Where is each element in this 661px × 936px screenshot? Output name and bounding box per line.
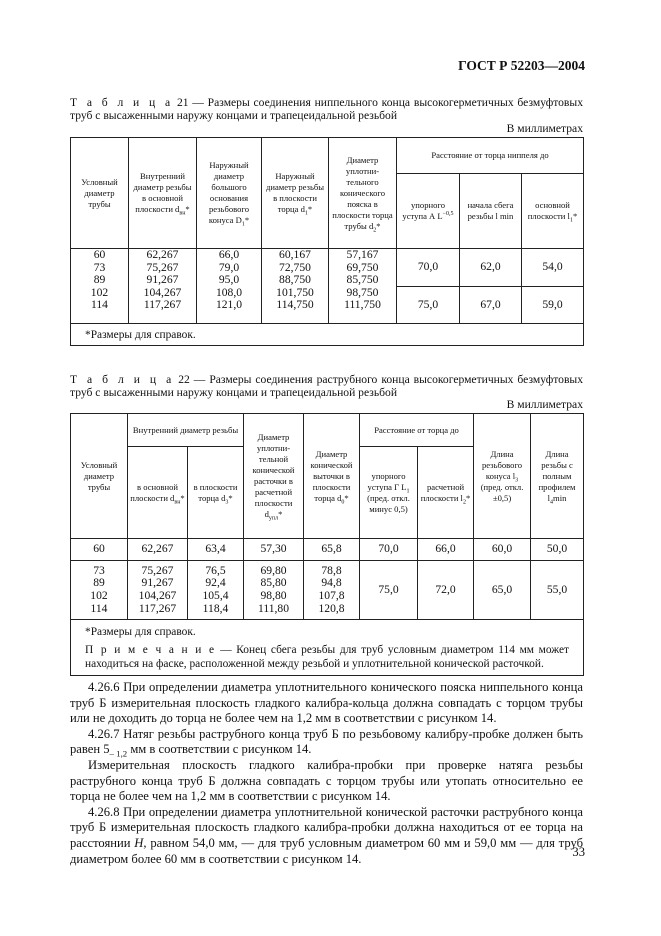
t22-h-dist-calc: расчетной плоскости $l_2*$ bbox=[418, 447, 474, 539]
t22-h-inner-base: в основной плоскости $d_{вн}*$ bbox=[128, 447, 188, 539]
t22-h-full-profile-length: Длина резьбы с полным профилем $l_4\min$ bbox=[531, 414, 584, 539]
t21-seal-1: 57,167 69,750 85,750 bbox=[329, 249, 397, 287]
table-row bbox=[71, 539, 584, 561]
t21-diameters-2: 102 114 bbox=[71, 287, 129, 324]
t21-outer-base-2: 108,0 121,0 bbox=[197, 287, 262, 324]
table-21-units: В миллиметрах bbox=[506, 122, 583, 135]
t21-h-outer-base: Наружный диаметр большого основания резьбового конуса $D_1*$ bbox=[197, 138, 262, 249]
t22-note-text: — Конец сбега резьбы для труб условным диаметром 114 мм может находиться на фаске, расположенной между резьбой и уплотнительной конической расточкой. bbox=[85, 643, 570, 670]
t22-h-thread-length: Длина резьбового конуса $l_3$ (пред. откл. ±0,5) bbox=[474, 414, 531, 539]
t21-seal-2: 98,750 111,750 bbox=[329, 287, 397, 324]
t22-d60-full-length: 50,0 bbox=[531, 539, 584, 561]
t22-g-stop: 75,0 bbox=[360, 561, 418, 620]
t21-h-seal-diam: Диаметр уплотни-тельного конического пояска в плоскости торца трубы $d_2*$ bbox=[329, 138, 397, 249]
t22-d60-diameter: 60 bbox=[71, 539, 128, 561]
table-row bbox=[71, 249, 584, 287]
table-21 bbox=[70, 137, 584, 346]
t22-d60-calc: 66,0 bbox=[418, 539, 474, 561]
page-number: 33 bbox=[572, 845, 585, 859]
t21-inner-1: 62,267 75,267 91,267 bbox=[129, 249, 197, 287]
paragraph-measuring-plane: Измерительная плоскость гладкого калибра-пробки при проверке натяга резьбы раструбного конца труб Б должна совпадать с торцом трубы или утопать относительно ее торца не более чем на 1,2 мм в соответствии с рисунком 14. bbox=[70, 757, 583, 804]
t22-h-seal-bore: Диаметр уплотни-тельной конической расточки в расчетной плоскости $d_{упл}*$ bbox=[244, 414, 304, 539]
t21-runout-2: 67,0 bbox=[460, 287, 522, 324]
t21-h-dist-base: основной плоскости $l_1*$ bbox=[522, 174, 584, 249]
t22-d60-stop: 70,0 bbox=[360, 539, 418, 561]
t21-h-distance-group: Расстояние от торца ниппеля до bbox=[397, 138, 584, 174]
t22-g-diameters: 73 89 102 114 bbox=[71, 561, 128, 620]
table-row bbox=[71, 561, 584, 620]
table-21-label: Т а б л и ц а bbox=[70, 96, 174, 109]
t22-note bbox=[85, 643, 569, 671]
t22-h-inner-group: Внутренний диаметр резьбы bbox=[128, 414, 244, 447]
t22-h-inner-end: в плоскости торца $d_3*$ bbox=[188, 447, 244, 539]
t22-g-full-length: 55,0 bbox=[531, 561, 584, 620]
table-row bbox=[71, 287, 584, 324]
t22-h-cone-bore: Диаметр конической выточки в плоскости торца $d_0*$ bbox=[304, 414, 360, 539]
paragraph-4-26-7: 4.26.7 Натяг резьбы раструбного конца труб Б по резьбовому калибру-пробке должен быть равен $5_{- 1,2}$ мм в соответствии с рисунком 14. bbox=[70, 726, 583, 759]
t22-d60-seal-bore: 57,30 bbox=[244, 539, 304, 561]
table-22-caption bbox=[70, 373, 583, 399]
table-22 bbox=[70, 413, 584, 676]
t21-base-1: 54,0 bbox=[522, 249, 584, 287]
t22-g-inner-end: 76,5 92,4 105,4 118,4 bbox=[188, 561, 244, 620]
t22-g-cone-bore: 78,8 94,8 107,8 120,8 bbox=[304, 561, 360, 620]
t21-h-cond-diam: Условный диаметр трубы bbox=[71, 138, 129, 249]
t21-h-dist-stop: упорного уступа А $L^{-0,5}$ bbox=[397, 174, 460, 249]
t21-outer-base-1: 66,0 79,0 95,0 bbox=[197, 249, 262, 287]
t22-d60-inner-base: 62,267 bbox=[128, 539, 188, 561]
t22-d60-cone-bore: 65,8 bbox=[304, 539, 360, 561]
table-21-caption bbox=[70, 96, 583, 122]
t21-outer-end-2: 101,750 114,750 bbox=[262, 287, 329, 324]
t22-g-thread-length: 65,0 bbox=[474, 561, 531, 620]
t22-h-distance-group: Расстояние от торца до bbox=[360, 414, 474, 447]
t22-note-label: П р и м е ч а н и е bbox=[85, 643, 216, 656]
document-code: ГОСТ Р 52203—2004 bbox=[458, 58, 585, 73]
t22-g-calc: 72,0 bbox=[418, 561, 474, 620]
paragraph-4-26-6: 4.26.6 При определении диаметра уплотнительного конического пояска ниппельного конца труб Б измерительная плоскость гладкого калибра-кольца должна совпадать с торцом трубы или не доходить до торца не более чем на 1,2 мм в соответствии с рисунком 14. bbox=[70, 680, 583, 726]
table-22-label: Т а б л и ц а bbox=[70, 373, 175, 386]
t22-g-seal-bore: 69,80 85,80 98,80 111,80 bbox=[244, 561, 304, 620]
table-21-title: 21 — Размеры соединения ниппельного конца высокогерметичных безмуфтовых труб с высаженными наружу концами и трапецеидальной резьбой bbox=[70, 96, 583, 122]
t21-h-dist-runout: начала сбега резьбы l min bbox=[460, 174, 522, 249]
t21-stop-1: 70,0 bbox=[397, 249, 460, 287]
body-text bbox=[70, 680, 583, 867]
t22-g-inner-base: 75,267 91,267 104,267 117,267 bbox=[128, 561, 188, 620]
table-22-units: В миллиметрах bbox=[506, 398, 583, 411]
t22-d60-inner-end: 63,4 bbox=[188, 539, 244, 561]
t21-stop-2: 75,0 bbox=[397, 287, 460, 324]
t22-h-cond-diam: Условный диаметр трубы bbox=[71, 414, 128, 539]
paragraph-4-26-8: 4.26.8 При определении диаметра уплотнительной конической расточки раструбного конца труб Б измерительная плоскость гладкого калибра-пробки должна находиться от ее торца на расстоянии H, равном 54,0 мм, — для труб условным диаметром 60 мм и 59,0 мм — для труб диаметром более 60 мм в соответствии с рисунком 14. bbox=[70, 804, 584, 866]
t22-footnote: *Размеры для справок. bbox=[85, 625, 196, 638]
t22-h-dist-stop: упорного уступа Г $L_1$ (пред. откл. минус 0,5) bbox=[360, 447, 418, 539]
t21-diameters-1: 60 73 89 bbox=[71, 249, 129, 287]
t21-h-inner-diam: Внутренний диаметр резьбы в основной плоскости $d_{вн}*$ bbox=[129, 138, 197, 249]
t21-base-2: 59,0 bbox=[522, 287, 584, 324]
t21-footnote: *Размеры для справок. bbox=[71, 324, 584, 346]
t22-notes bbox=[71, 620, 584, 676]
t21-outer-end-1: 60,167 72,750 88,750 bbox=[262, 249, 329, 287]
t21-inner-2: 104,267 117,267 bbox=[129, 287, 197, 324]
t22-d60-thread-length: 60,0 bbox=[474, 539, 531, 561]
t21-h-outer-end: Наружный диаметр резьбы в плоскости торца $d_1*$ bbox=[262, 138, 329, 249]
table-22-title: 22 — Размеры соединения раструбного конца высокогерметичных безмуфтовых труб с высаженными наружу концами и трапецеидальной резьбой bbox=[70, 373, 584, 399]
t21-runout-1: 62,0 bbox=[460, 249, 522, 287]
